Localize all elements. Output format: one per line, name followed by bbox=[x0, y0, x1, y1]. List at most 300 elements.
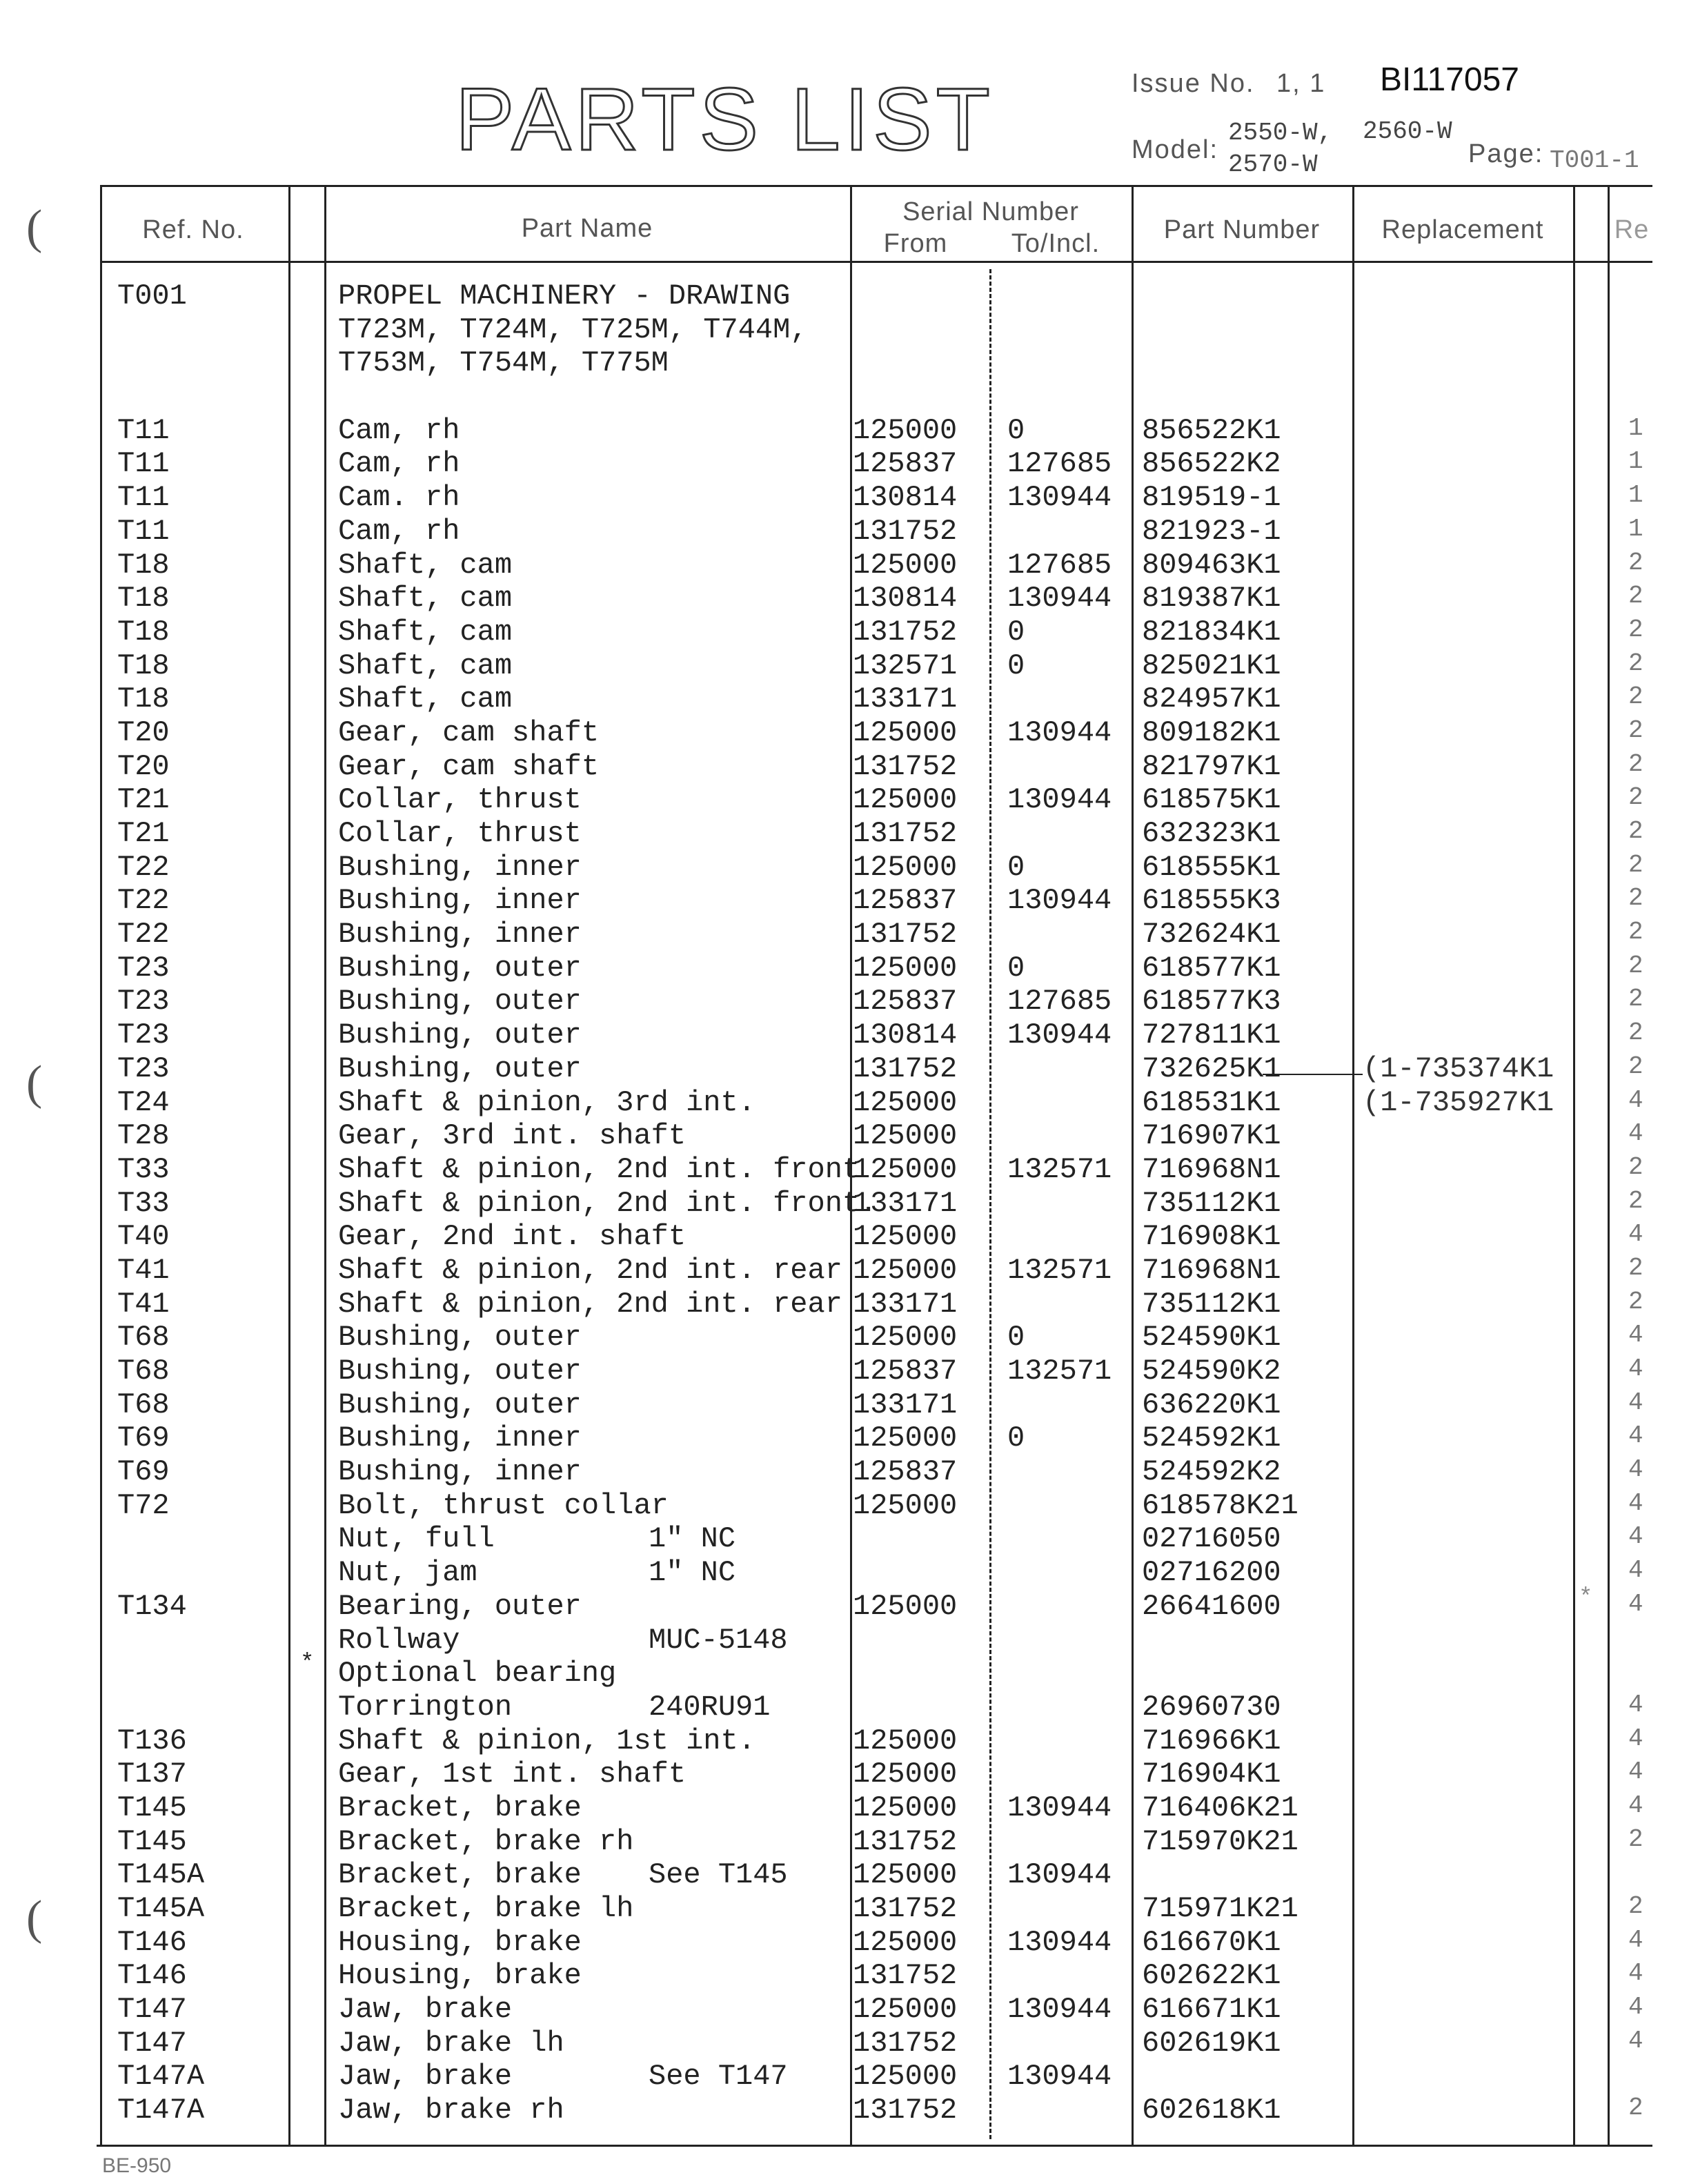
cell-pn: 716968N1 bbox=[1142, 1253, 1281, 1287]
cell-ref: T69 bbox=[117, 1455, 170, 1489]
cell-q: 2 bbox=[1628, 1253, 1643, 1282]
cell-q: 2 bbox=[1628, 1824, 1643, 1853]
table-row bbox=[0, 1624, 1689, 1657]
cell-ref: T41 bbox=[117, 1253, 170, 1287]
cell-name: Shaft & pinion, 2nd int. rear bbox=[338, 1287, 842, 1321]
cell-from: 131752 bbox=[853, 1052, 958, 1085]
cell-pn: 618577K1 bbox=[1142, 951, 1281, 985]
cell-pn: 26960730 bbox=[1142, 1690, 1281, 1724]
cell-q: 2 bbox=[1628, 1287, 1643, 1316]
cell-from: 125837 bbox=[853, 884, 958, 918]
cell-from: 125000 bbox=[853, 951, 958, 985]
cell-from: 125000 bbox=[853, 1488, 958, 1522]
cell-pn: 524590K2 bbox=[1142, 1355, 1281, 1388]
table-row bbox=[0, 952, 1689, 985]
form-number: BE-950 bbox=[102, 2154, 172, 2177]
table-row bbox=[0, 884, 1689, 918]
cell-q: 2 bbox=[1628, 951, 1643, 980]
table-row bbox=[0, 1657, 1689, 1691]
cell-name: Cam, rh bbox=[338, 447, 460, 481]
column-header-to-incl: To/Incl. bbox=[1011, 229, 1100, 258]
table-row bbox=[0, 716, 1689, 750]
cell-name: Optional bearing bbox=[338, 1657, 617, 1691]
cell-q: 4 bbox=[1628, 1556, 1643, 1585]
cell-ref: T146 bbox=[117, 1959, 187, 1993]
cell-from: 125000 bbox=[853, 1791, 958, 1824]
cell-ref: T69 bbox=[117, 1421, 170, 1455]
table-row bbox=[0, 1959, 1689, 1993]
cell-q: 2 bbox=[1628, 1052, 1643, 1081]
table-row bbox=[0, 1691, 1689, 1724]
cell-ref: T146 bbox=[117, 1925, 187, 1959]
cell-name: Bushing, outer bbox=[338, 1355, 582, 1388]
cell-to: 0 bbox=[1007, 1321, 1025, 1355]
table-row bbox=[0, 1858, 1689, 1892]
cell-spec: See T145 bbox=[649, 1858, 788, 1892]
cell-pn: 616670K1 bbox=[1142, 1925, 1281, 1959]
cell-q: 2 bbox=[1628, 749, 1643, 778]
cell-name: Bushing, inner bbox=[338, 918, 582, 952]
cell-pn: 632323K1 bbox=[1142, 817, 1281, 850]
cell-name: Shaft, cam bbox=[338, 682, 513, 716]
table-row bbox=[0, 1758, 1689, 1791]
cell-q: 4 bbox=[1628, 1220, 1643, 1249]
cell-from: 125000 bbox=[853, 1993, 958, 2027]
cell-from: 125000 bbox=[853, 1858, 958, 1892]
cell-name: Gear, 2nd int. shaft bbox=[338, 1220, 687, 1254]
table-row bbox=[0, 918, 1689, 952]
cell-name: Jaw, brake lh bbox=[338, 2026, 564, 2060]
column-header-qty: Re bbox=[1614, 215, 1650, 244]
cell-to: 0 bbox=[1007, 951, 1025, 985]
header-bottom-border bbox=[100, 261, 1652, 263]
cell-to: 130944 bbox=[1007, 1993, 1112, 2027]
cell-from: 125000 bbox=[853, 1758, 958, 1791]
cell-q: 2 bbox=[1628, 2094, 1643, 2123]
cell-pn: 821797K1 bbox=[1142, 749, 1281, 783]
cell-from: 125837 bbox=[853, 447, 958, 481]
column-header-part-name: Part Name bbox=[521, 214, 653, 243]
cell-pn: 636220K1 bbox=[1142, 1388, 1281, 1421]
cell-from: 131752 bbox=[853, 2094, 958, 2127]
cell-to: 130944 bbox=[1007, 2060, 1112, 2094]
table-row bbox=[0, 1455, 1689, 1489]
cell-pn: 618577K3 bbox=[1142, 985, 1281, 1019]
table-row bbox=[0, 750, 1689, 784]
cell-to: 132571 bbox=[1007, 1253, 1112, 1287]
cell-q: 1 bbox=[1628, 481, 1643, 510]
cell-from: 133171 bbox=[853, 682, 958, 716]
cell-name: Torrington bbox=[338, 1690, 513, 1724]
cell-name: Bushing, outer bbox=[338, 1052, 582, 1085]
cell-q: 2 bbox=[1628, 649, 1643, 678]
cell-from: 131752 bbox=[853, 918, 958, 952]
cell-pn: 735112K1 bbox=[1142, 1186, 1281, 1220]
table-row bbox=[0, 1254, 1689, 1288]
cell-from: 131752 bbox=[853, 615, 958, 649]
cell-q: 4 bbox=[1628, 1993, 1643, 2022]
table-row bbox=[0, 1052, 1689, 1086]
cell-q: 2 bbox=[1628, 985, 1643, 1014]
cell-name: Nut, jam bbox=[338, 1556, 477, 1590]
cell-to: 130944 bbox=[1007, 1925, 1112, 1959]
cell-ref: T68 bbox=[117, 1388, 170, 1421]
cell-q: 2 bbox=[1628, 817, 1643, 845]
model-item: 2570-W bbox=[1228, 150, 1318, 179]
optional-star-mark: * bbox=[300, 1651, 315, 1677]
table-row bbox=[0, 1791, 1689, 1825]
cell-name: Gear, 3rd int. shaft bbox=[338, 1119, 687, 1153]
cell-spec: 1" NC bbox=[649, 1556, 736, 1590]
cell-rep: (1-735374K1 bbox=[1363, 1052, 1554, 1085]
table-row bbox=[0, 414, 1689, 448]
cell-name: Cam. rh bbox=[338, 481, 460, 515]
cell-q: 2 bbox=[1628, 615, 1643, 644]
cell-ref: T20 bbox=[117, 716, 170, 749]
cell-to: 132571 bbox=[1007, 1152, 1112, 1186]
cell-name: Gear, cam shaft bbox=[338, 716, 600, 749]
cell-pn: 602619K1 bbox=[1142, 2026, 1281, 2060]
cell-pn: 716406K21 bbox=[1142, 1791, 1298, 1824]
cell-to: 127685 bbox=[1007, 985, 1112, 1019]
cell-pn: 732625K1 bbox=[1142, 1052, 1281, 1085]
cell-name: Shaft & pinion, 2nd int. front. bbox=[338, 1186, 878, 1220]
document-number: BI117057 bbox=[1380, 61, 1519, 98]
cell-name: Bushing, outer bbox=[338, 985, 582, 1019]
model-label: Model: bbox=[1132, 135, 1219, 164]
cell-pn: 727811K1 bbox=[1142, 1019, 1281, 1052]
cell-name: Shaft, cam bbox=[338, 615, 513, 649]
table-row bbox=[0, 1086, 1689, 1120]
cell-q: 4 bbox=[1628, 1925, 1643, 1954]
cell-q: 2 bbox=[1628, 1152, 1643, 1181]
table-row bbox=[0, 582, 1689, 616]
cell-pn: 616671K1 bbox=[1142, 1993, 1281, 2027]
cell-q: 2 bbox=[1628, 716, 1643, 745]
table-row bbox=[0, 1119, 1689, 1153]
cell-ref: T145A bbox=[117, 1892, 205, 1925]
table-row bbox=[0, 447, 1689, 481]
cell-q: 1 bbox=[1628, 413, 1643, 442]
cell-ref: T147 bbox=[117, 1993, 187, 2027]
table-row bbox=[0, 783, 1689, 817]
cell-from: 125837 bbox=[853, 985, 958, 1019]
cell-ref: T11 bbox=[117, 514, 170, 548]
table-row bbox=[0, 1892, 1689, 1926]
cell-pn: 618555K1 bbox=[1142, 850, 1281, 884]
cell-ref: T40 bbox=[117, 1220, 170, 1254]
cell-name: Housing, brake bbox=[338, 1925, 582, 1959]
cell-ref: T11 bbox=[117, 447, 170, 481]
table-top-border bbox=[100, 185, 1652, 187]
column-header-serial-number: Serial Number bbox=[902, 197, 1079, 226]
cell-name: Bushing, outer bbox=[338, 1019, 582, 1052]
cell-to: 0 bbox=[1007, 615, 1025, 649]
cell-q: 2 bbox=[1628, 918, 1643, 947]
cell-name: Bushing, inner bbox=[338, 1421, 582, 1455]
cell-pn: 825021K1 bbox=[1142, 649, 1281, 682]
table-row bbox=[0, 313, 1689, 347]
table-row bbox=[0, 1556, 1689, 1590]
cell-to: 130944 bbox=[1007, 783, 1112, 817]
table-row bbox=[0, 380, 1689, 414]
cell-name: Shaft, cam bbox=[338, 582, 513, 616]
cell-q: 4 bbox=[1628, 1488, 1643, 1517]
cell-to: 130944 bbox=[1007, 884, 1112, 918]
cell-ref: T68 bbox=[117, 1355, 170, 1388]
cell-from: 131752 bbox=[853, 1824, 958, 1858]
cell-q: 2 bbox=[1628, 682, 1643, 711]
cell-name: Bracket, brake bbox=[338, 1858, 582, 1892]
column-header-part-number: Part Number bbox=[1163, 215, 1321, 244]
cell-pn: 618575K1 bbox=[1142, 783, 1281, 817]
cell-pn: 618531K1 bbox=[1142, 1085, 1281, 1119]
cell-q: 4 bbox=[1628, 1119, 1643, 1148]
table-row bbox=[0, 279, 1689, 313]
table-row bbox=[0, 2060, 1689, 2094]
cell-pn: 26641600 bbox=[1142, 1589, 1281, 1623]
table-row bbox=[0, 1388, 1689, 1422]
cell-name: Shaft & pinion, 3rd int. bbox=[338, 1085, 755, 1119]
cell-from: 125837 bbox=[853, 1355, 958, 1388]
cell-name: Bushing, inner bbox=[338, 884, 582, 918]
cell-to: 130944 bbox=[1007, 1858, 1112, 1892]
cell-name: Housing, brake bbox=[338, 1959, 582, 1993]
cell-ref: T68 bbox=[117, 1321, 170, 1355]
cell-spec: 1" NC bbox=[649, 1522, 736, 1556]
cell-pn: 856522K1 bbox=[1142, 413, 1281, 447]
cell-q: 4 bbox=[1628, 1321, 1643, 1350]
cell-ref: T001 bbox=[117, 279, 187, 313]
cell-from: 125000 bbox=[853, 850, 958, 884]
cell-ref: T11 bbox=[117, 481, 170, 515]
table-row bbox=[0, 817, 1689, 851]
table-row bbox=[0, 1321, 1689, 1355]
cell-name: Jaw, brake bbox=[338, 2060, 513, 2094]
cell-to: 130944 bbox=[1007, 1019, 1112, 1052]
issue-value: 1, 1 bbox=[1276, 69, 1326, 98]
cell-ref: T22 bbox=[117, 850, 170, 884]
cell-pn: 02716200 bbox=[1142, 1556, 1281, 1590]
cell-from: 125000 bbox=[853, 2060, 958, 2094]
cell-ref: T145 bbox=[117, 1791, 187, 1824]
table-row bbox=[0, 1993, 1689, 2027]
cell-ref: T18 bbox=[117, 548, 170, 582]
cell-ref: T22 bbox=[117, 918, 170, 952]
table-row bbox=[0, 1220, 1689, 1254]
cell-q: 4 bbox=[1628, 1522, 1643, 1551]
table-row bbox=[0, 616, 1689, 649]
table-row bbox=[0, 649, 1689, 683]
cell-q: 4 bbox=[1628, 1791, 1643, 1820]
cell-ref: T147A bbox=[117, 2094, 205, 2127]
cell-name: Shaft & pinion, 1st int. bbox=[338, 1724, 755, 1758]
cell-from: 130814 bbox=[853, 481, 958, 515]
cell-name: Collar, thrust bbox=[338, 783, 582, 817]
cell-ref: T18 bbox=[117, 649, 170, 682]
cell-pn: 856522K2 bbox=[1142, 447, 1281, 481]
cell-pn: 819519-1 bbox=[1142, 481, 1281, 515]
cell-q: 1 bbox=[1628, 447, 1643, 476]
cell-ref: T21 bbox=[117, 817, 170, 850]
table-row bbox=[0, 2094, 1689, 2127]
cell-ref: T41 bbox=[117, 1287, 170, 1321]
cell-pn: 819387K1 bbox=[1142, 582, 1281, 616]
cell-pn: 02716050 bbox=[1142, 1522, 1281, 1556]
cell-from: 125000 bbox=[853, 1421, 958, 1455]
table-row bbox=[0, 481, 1689, 515]
column-header-ref: Ref. No. bbox=[142, 215, 244, 244]
binding-mark: ( bbox=[26, 201, 43, 254]
table-row bbox=[0, 851, 1689, 885]
cell-ref: T147A bbox=[117, 2060, 205, 2094]
cell-to: 0 bbox=[1007, 413, 1025, 447]
cell-from: 125000 bbox=[853, 1220, 958, 1254]
cell-spec: See T147 bbox=[649, 2060, 788, 2094]
cell-q: 2 bbox=[1628, 1019, 1643, 1047]
cell-to: 127685 bbox=[1007, 548, 1112, 582]
cell-to: 0 bbox=[1007, 649, 1025, 682]
cell-ref: T24 bbox=[117, 1085, 170, 1119]
cell-pn: 716966K1 bbox=[1142, 1724, 1281, 1758]
table-row bbox=[0, 1019, 1689, 1052]
cell-ref: T18 bbox=[117, 615, 170, 649]
cell-pn: 618555K3 bbox=[1142, 884, 1281, 918]
cell-name: T723M, T724M, T725M, T744M, bbox=[338, 313, 808, 346]
cell-name: Jaw, brake rh bbox=[338, 2094, 564, 2127]
cell-pn: 524592K1 bbox=[1142, 1421, 1281, 1455]
page-label: Page: bbox=[1468, 139, 1544, 168]
cell-pn: 809463K1 bbox=[1142, 548, 1281, 582]
cell-from: 125000 bbox=[853, 716, 958, 749]
cell-name: Gear, 1st int. shaft bbox=[338, 1758, 687, 1791]
cell-pn: 809182K1 bbox=[1142, 716, 1281, 749]
cell-q: 4 bbox=[1628, 1724, 1643, 1753]
cell-from: 131752 bbox=[853, 1959, 958, 1993]
cell-name: Rollway bbox=[338, 1623, 460, 1657]
cell-q: 2 bbox=[1628, 884, 1643, 913]
cell-name: Nut, full bbox=[338, 1522, 495, 1556]
table-row bbox=[0, 1825, 1689, 1859]
page-title: PARTS LIST bbox=[455, 70, 994, 169]
cell-from: 133171 bbox=[853, 1287, 958, 1321]
cell-q: 4 bbox=[1628, 1690, 1643, 1719]
cell-pn: 716904K1 bbox=[1142, 1758, 1281, 1791]
cell-name: Cam, rh bbox=[338, 514, 460, 548]
table-row bbox=[0, 346, 1689, 380]
cell-name: Bushing, outer bbox=[338, 1388, 582, 1421]
binding-mark: ( bbox=[26, 1891, 43, 1945]
cell-pn: 715971K21 bbox=[1142, 1892, 1298, 1925]
cell-pn: 716907K1 bbox=[1142, 1119, 1281, 1153]
cell-from: 125000 bbox=[853, 1925, 958, 1959]
optional-star-mark: * bbox=[1579, 1585, 1593, 1611]
table-row bbox=[0, 1288, 1689, 1321]
table-row bbox=[0, 1187, 1689, 1221]
cell-spec: 240RU91 bbox=[649, 1690, 771, 1724]
cell-from: 130814 bbox=[853, 582, 958, 616]
cell-to: 130944 bbox=[1007, 582, 1112, 616]
cell-from: 125837 bbox=[853, 1455, 958, 1489]
cell-pn: 716968N1 bbox=[1142, 1152, 1281, 1186]
cell-from: 125000 bbox=[853, 1321, 958, 1355]
table-row bbox=[0, 1153, 1689, 1187]
cell-ref: T137 bbox=[117, 1758, 187, 1791]
cell-ref: T23 bbox=[117, 951, 170, 985]
parts-table-body bbox=[0, 279, 1689, 2127]
cell-from: 125000 bbox=[853, 1085, 958, 1119]
cell-from: 125000 bbox=[853, 1589, 958, 1623]
cell-q: 1 bbox=[1628, 514, 1643, 543]
cell-q: 2 bbox=[1628, 548, 1643, 577]
cell-name: Shaft & pinion, 2nd int. front bbox=[338, 1152, 860, 1186]
cell-ref: T72 bbox=[117, 1488, 170, 1522]
cell-pn: 716908K1 bbox=[1142, 1220, 1281, 1254]
cell-name: Bracket, brake rh bbox=[338, 1824, 634, 1858]
cell-ref: T136 bbox=[117, 1724, 187, 1758]
cell-spec: MUC-5148 bbox=[649, 1623, 788, 1657]
cell-q: 4 bbox=[1628, 1455, 1643, 1484]
cell-q: 4 bbox=[1628, 1589, 1643, 1618]
cell-pn: 821834K1 bbox=[1142, 615, 1281, 649]
cell-pn: 524590K1 bbox=[1142, 1321, 1281, 1355]
cell-from: 131752 bbox=[853, 817, 958, 850]
table-row bbox=[0, 1489, 1689, 1523]
cell-to: 0 bbox=[1007, 1421, 1025, 1455]
cell-q: 4 bbox=[1628, 1959, 1643, 1988]
cell-from: 125000 bbox=[853, 1119, 958, 1153]
cell-q: 2 bbox=[1628, 1892, 1643, 1920]
page-number: T001-1 bbox=[1550, 146, 1639, 175]
binding-mark: ( bbox=[26, 1056, 43, 1110]
cell-from: 131752 bbox=[853, 514, 958, 548]
cell-pn: 821923-1 bbox=[1142, 514, 1281, 548]
cell-q: 4 bbox=[1628, 1421, 1643, 1450]
cell-name: Collar, thrust bbox=[338, 817, 582, 850]
cell-ref: T23 bbox=[117, 1052, 170, 1085]
cell-ref: T33 bbox=[117, 1152, 170, 1186]
table-row bbox=[0, 985, 1689, 1019]
cell-from: 125000 bbox=[853, 783, 958, 817]
cell-pn: 602622K1 bbox=[1142, 1959, 1281, 1993]
cell-name: PROPEL MACHINERY - DRAWING bbox=[338, 279, 791, 313]
cell-from: 125000 bbox=[853, 1253, 958, 1287]
cell-name: Jaw, brake bbox=[338, 1993, 513, 2027]
table-row bbox=[0, 1590, 1689, 1624]
cell-ref: T20 bbox=[117, 749, 170, 783]
cell-q: 4 bbox=[1628, 1355, 1643, 1383]
column-header-from: From bbox=[883, 229, 948, 258]
cell-ref: T22 bbox=[117, 884, 170, 918]
cell-q: 2 bbox=[1628, 783, 1643, 812]
cell-q: 4 bbox=[1628, 1758, 1643, 1787]
cell-q: 4 bbox=[1628, 2026, 1643, 2055]
cell-to: 132571 bbox=[1007, 1355, 1112, 1388]
cell-to: 130944 bbox=[1007, 1791, 1112, 1824]
cell-name: Bushing, outer bbox=[338, 1321, 582, 1355]
table-row bbox=[0, 515, 1689, 549]
cell-name: Bushing, inner bbox=[338, 850, 582, 884]
cell-to: 130944 bbox=[1007, 716, 1112, 749]
cell-ref: T134 bbox=[117, 1589, 187, 1623]
cell-ref: T18 bbox=[117, 682, 170, 716]
cell-name: Shaft, cam bbox=[338, 548, 513, 582]
cell-to: 127685 bbox=[1007, 447, 1112, 481]
cell-from: 132571 bbox=[853, 649, 958, 682]
cell-q: 2 bbox=[1628, 582, 1643, 611]
column-header-replacement: Replacement bbox=[1381, 215, 1544, 244]
cell-ref: T11 bbox=[117, 413, 170, 447]
